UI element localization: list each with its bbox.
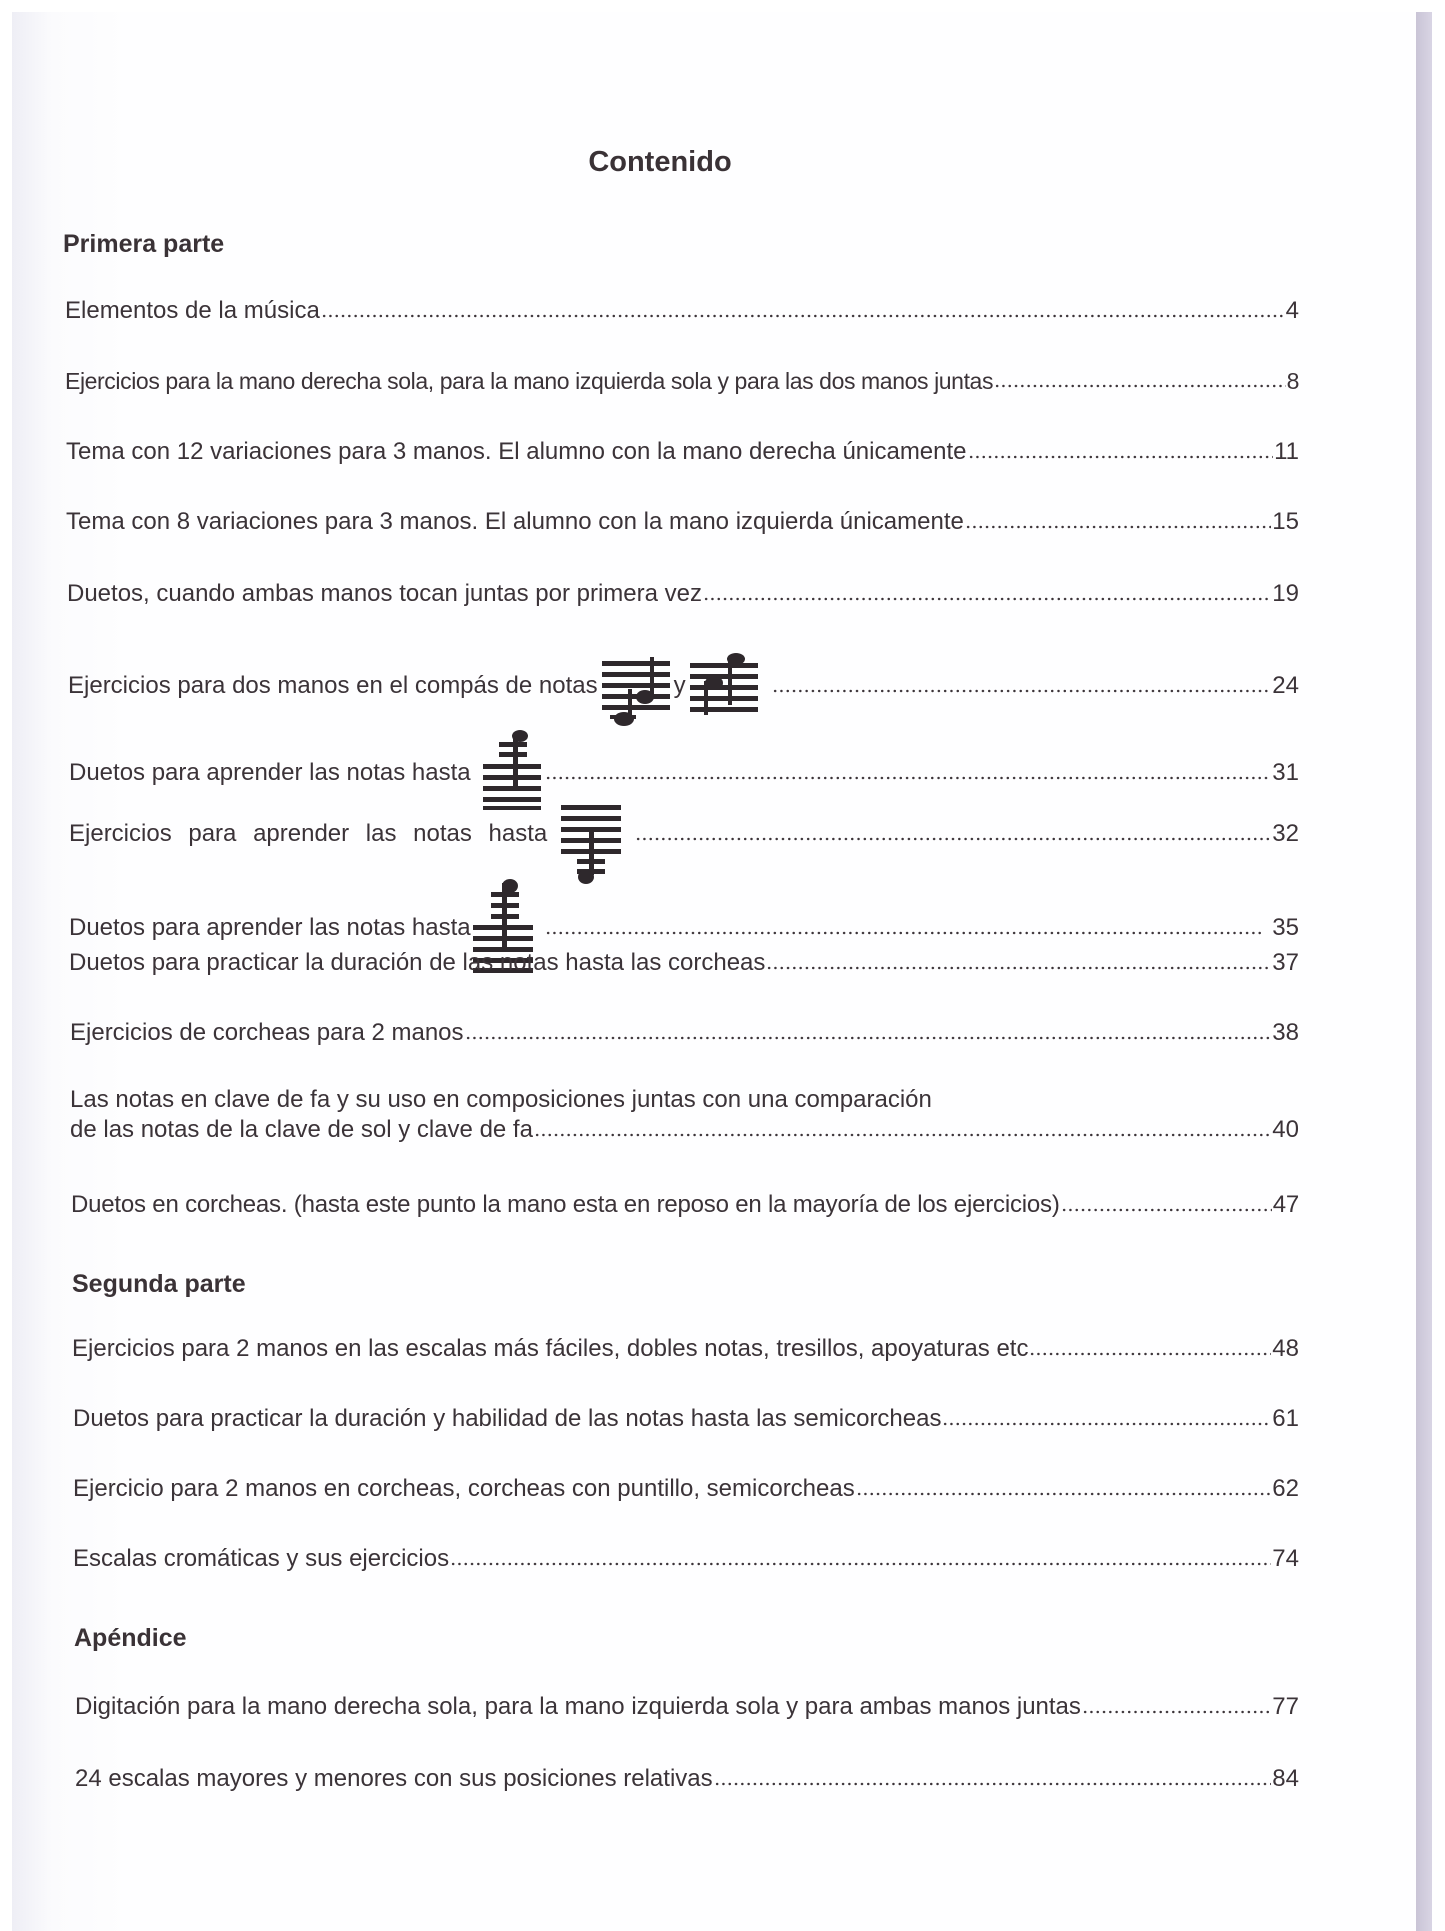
dot-leader [545, 775, 1272, 781]
entry-title: Elementos de la música [65, 297, 320, 324]
section-heading-apendice: Apéndice [74, 1624, 187, 1652]
dot-leader [1082, 1709, 1271, 1715]
toc-entry[interactable] [75, 1692, 1299, 1722]
entry-title-line-2: de las notas de la clave de sol y clave de fa [70, 1116, 533, 1143]
ledger-note-low-icon [561, 805, 621, 885]
toc-entry[interactable] [73, 1404, 1299, 1434]
entry-page-number: 31 [1272, 759, 1299, 786]
section-heading-primera-parte: Primera parte [63, 230, 225, 258]
entry-page-number: 38 [1272, 1019, 1299, 1046]
entry-page-number: 61 [1272, 1405, 1299, 1432]
toc-entry[interactable] [72, 1334, 1299, 1364]
toc-entry[interactable] [66, 507, 1299, 537]
entry-title: Ejercicio para 2 manos en corcheas, corcheas con puntillo, semicorcheas [73, 1475, 855, 1502]
entry-page-number: 24 [1272, 672, 1299, 699]
entry-page-number: 77 [1272, 1693, 1299, 1720]
toc-entry[interactable] [65, 296, 1299, 326]
dot-leader [772, 688, 1272, 694]
toc-entry[interactable] [70, 1085, 1299, 1145]
entry-page-number: 40 [1272, 1116, 1299, 1143]
toc-entry[interactable] [69, 948, 1299, 978]
entry-title: Duetos, cuando ambas manos tocan juntas por primera vez [67, 580, 703, 607]
entry-title: Duetos en corcheas. (hasta este punto la mano esta en reposo en la mayoría de los ejercicios) [71, 1191, 1060, 1218]
ledger-note-high-icon [483, 730, 541, 810]
toc-entry[interactable] [69, 805, 1299, 849]
dot-leader [766, 965, 1271, 971]
page-title: Contenido [588, 146, 732, 178]
dot-leader [942, 1421, 1271, 1427]
dot-leader [1029, 1351, 1271, 1357]
entry-page-number: 32 [1272, 820, 1299, 847]
entry-title: Escalas cromáticas y sus ejercicios [73, 1545, 450, 1572]
dot-leader [968, 454, 1274, 460]
entry-page-number: 37 [1272, 949, 1299, 976]
toc-entry[interactable] [71, 1190, 1299, 1220]
entry-page-number: 35 [1272, 914, 1299, 941]
dot-leader [856, 1491, 1272, 1497]
dot-leader [545, 930, 1264, 936]
toc-entry[interactable] [73, 1474, 1299, 1504]
entry-page-number: 48 [1272, 1335, 1299, 1362]
entry-title: Ejercicios para aprender las notas hasta [69, 820, 548, 847]
entry-title: Tema con 12 variaciones para 3 manos. El alumno con la mano derecha únicamente [66, 438, 967, 465]
dot-leader [534, 1132, 1271, 1138]
entry-title: Ejercicios para dos manos en el compás de notas [68, 672, 598, 699]
entry-page-number: 8 [1286, 368, 1299, 394]
dot-leader [450, 1561, 1271, 1567]
entry-page-number: 47 [1272, 1191, 1299, 1218]
dot-leader [635, 836, 1271, 842]
note-below-staff-icon [602, 657, 670, 727]
entry-page-number: 4 [1285, 297, 1299, 324]
entry-title: Tema con 8 variaciones para 3 manos. El alumno con la mano izquierda únicamente [66, 508, 964, 535]
page-edge-shadow [1416, 12, 1432, 1931]
toc-entry[interactable] [69, 879, 1299, 943]
toc-entry[interactable] [68, 653, 1299, 701]
entry-title: Ejercicios de corcheas para 2 manos [70, 1019, 464, 1046]
entry-page-number: 62 [1272, 1475, 1299, 1502]
toc-entry[interactable] [75, 1764, 1299, 1794]
entry-page-number: 74 [1272, 1545, 1299, 1572]
entry-title: Duetos para aprender las notas hasta [69, 914, 471, 941]
entry-title-line-1: Las notas en clave de fa y su uso en composiciones juntas con una comparación [70, 1086, 932, 1113]
toc-entry[interactable] [67, 579, 1299, 609]
toc-entry[interactable] [69, 730, 1299, 788]
toc-entry[interactable] [66, 437, 1299, 467]
note-above-staff-icon [690, 653, 758, 715]
entry-connector: y [673, 672, 686, 699]
toc-entry[interactable] [65, 366, 1299, 396]
dot-leader [1061, 1207, 1272, 1213]
dot-leader [965, 524, 1271, 530]
entry-page-number: 19 [1272, 580, 1299, 607]
entry-title: Duetos para practicar la duración de las notas hasta las corcheas [69, 949, 766, 976]
dot-leader [321, 313, 1285, 319]
toc-entry[interactable] [73, 1544, 1299, 1574]
toc-entry[interactable] [70, 1018, 1299, 1048]
entry-page-number: 84 [1272, 1765, 1299, 1792]
dot-leader [703, 596, 1271, 602]
entry-page-number: 15 [1272, 508, 1299, 535]
entry-title: Ejercicios para 2 manos en las escalas más fáciles, dobles notas, tresillos, apoyaturas etc [72, 1335, 1029, 1362]
dot-leader [714, 1781, 1272, 1787]
entry-title: Duetos para aprender las notas hasta [69, 759, 471, 786]
entry-title: Digitación para la mano derecha sola, para la mano izquierda sola y para ambas manos juntas [75, 1693, 1081, 1720]
dot-leader [465, 1035, 1272, 1041]
entry-title: Ejercicios para la mano derecha sola, para la mano izquierda sola y para las dos manos juntas [65, 368, 994, 394]
entry-title: 24 escalas mayores y menores con sus posiciones relativas [75, 1765, 713, 1792]
dot-leader [994, 383, 1286, 389]
section-heading-segunda-parte: Segunda parte [72, 1270, 246, 1298]
entry-title: Duetos para practicar la duración y habilidad de las notas hasta las semicorcheas [73, 1405, 942, 1432]
entry-page-number: 11 [1274, 438, 1299, 465]
